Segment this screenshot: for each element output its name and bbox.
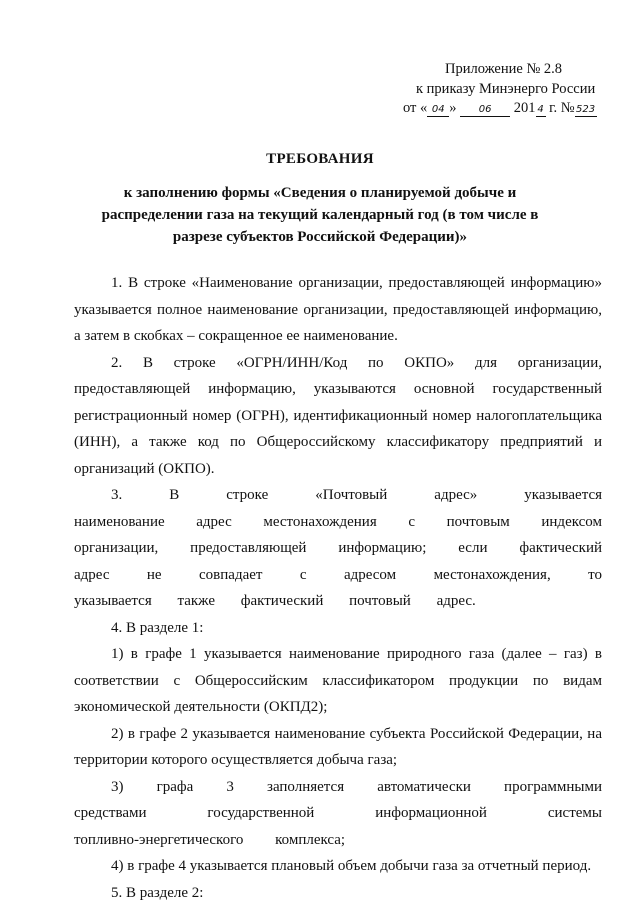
paragraph-4-2: 2) в графе 2 указывается наименование субъекта Российской Федерации, на территории которого осуществляется добыча газа; <box>74 721 602 774</box>
paragraph-4-3: 3) графа 3 заполняется автоматически программными средствами государственной информационной системы топливно-энергетического комплекса; <box>74 774 602 854</box>
order-reference: к приказу Минэнерго России <box>403 80 613 100</box>
paragraph-4-4: 4) в графе 4 указывается плановый объем добычи газа за отчетный период. <box>74 853 602 880</box>
paragraph-4: 4. В разделе 1: <box>74 615 602 642</box>
year-digit-handwritten: 4 <box>536 103 546 117</box>
year-suffix: г. № <box>549 100 574 116</box>
date-month-handwritten: 06 <box>460 103 510 117</box>
appendix-header <box>403 60 613 119</box>
order-date-line <box>403 99 613 119</box>
document-body <box>74 270 602 906</box>
date-mid: » <box>449 100 456 116</box>
paragraph-3: 3. В строке «Почтовый адрес» указывается наименование адрес местонахождения с почтовым индексом организации, предоставляющей информацию; если фактический адрес не совпадает с адресом местонахождения, то указывается также фактический почтовый адрес. <box>74 482 602 615</box>
appendix-number: Приложение № 2.8 <box>403 60 613 80</box>
date-day-handwritten: 04 <box>427 103 449 117</box>
order-number-handwritten: 523 <box>575 103 597 117</box>
paragraph-2: 2. В строке «ОГРН/ИНН/Код по ОКПО» для организации, предоставляющей информацию, указываются основной государственный регистрационный номер (ОГРН), идентификационный номер налогоплательщика (ИНН), а также код по Общероссийскому классификатору предприятий и организаций (ОКПО). <box>74 350 602 483</box>
document-title: ТРЕБОВАНИЯ <box>0 151 640 168</box>
paragraph-4-1: 1) в графе 1 указывается наименование природного газа (далее – газ) в соответствии с Общероссийским классификатором продукции по видам экономической деятельности (ОКПД2); <box>74 641 602 721</box>
document-subtitle: к заполнению формы «Сведения о планируемой добыче и распределении газа на текущий календарный год (в том числе в разрезе субъектов Российской Федерации)» <box>100 182 540 248</box>
paragraph-1: 1. В строке «Наименование организации, предоставляющей информацию» указывается полное наименование организации, предоставляющей информацию, а затем в скобках – сокращенное ее наименование. <box>74 270 602 350</box>
paragraph-5: 5. В разделе 2: <box>74 880 602 906</box>
date-prefix: от « <box>403 100 427 116</box>
year-prefix: 201 <box>514 100 536 116</box>
